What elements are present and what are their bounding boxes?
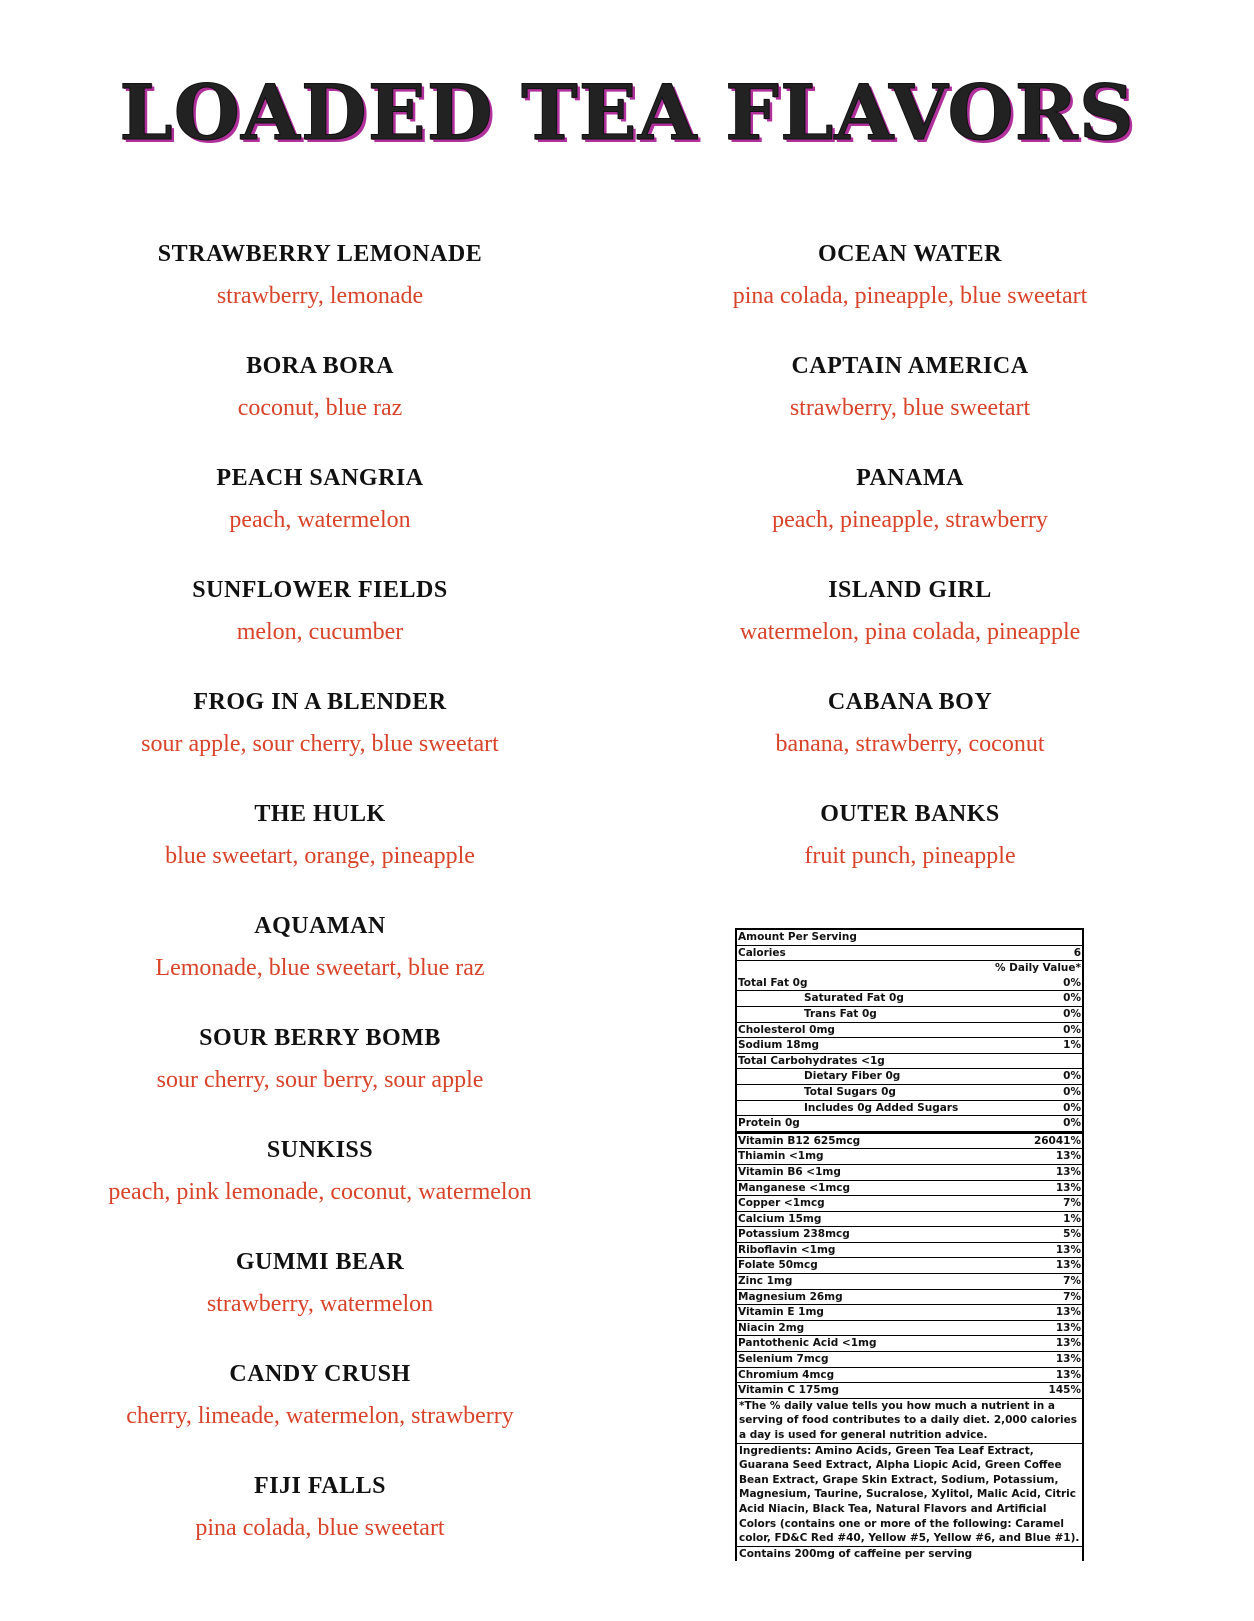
nutrient-value: 13% <box>1055 1353 1081 1366</box>
flavor-item <box>60 575 580 687</box>
nutrient-row <box>737 1290 1082 1306</box>
nutrient-row <box>737 1321 1082 1337</box>
flavor-item <box>60 1023 580 1135</box>
nutrient-row <box>737 1165 1082 1181</box>
left-flavor-column <box>60 239 580 1583</box>
calories-label: Calories <box>738 946 786 959</box>
nutrient-value: 7% <box>1063 1290 1081 1303</box>
flavor-name: FIJI FALLS <box>254 1473 386 1499</box>
nutrient-label: Potassium 238mcg <box>738 1228 850 1241</box>
flavor-ingredients: sour apple, sour cherry, blue sweetart <box>141 731 499 757</box>
ingredients-text: Ingredients: Amino Acids, Green Tea Leaf Extract, Guarana Seed Extract, Alpha Liopic Acid, Green Coffee Bean Extract, Grape Skin Extract, Sodium, Potassium, Magnesium, Taurine, Sucralose, Xylitol, Malic Acid, Citric Acid Niacin, Black Tea, Natural Flavors and Artificial Colors (contains one or more of the following: Caramel color, FD&C Red #40, Yellow #5, Yellow #6, and Blue #1). <box>737 1444 1082 1547</box>
nutrient-label: Includes 0g Added Sugars <box>804 1101 959 1114</box>
nutrient-rows <box>737 976 1082 1134</box>
flavor-ingredients: strawberry, lemonade <box>216 283 424 309</box>
flavor-name: CABANA BOY <box>827 689 993 715</box>
flavor-ingredients: pina colada, pineapple, blue sweetart <box>732 283 1088 309</box>
flavor-name: STRAWBERRY LEMONADE <box>157 241 483 267</box>
nutrient-label: Manganese <1mcg <box>738 1181 851 1194</box>
nutrient-label: Selenium 7mcg <box>738 1353 829 1366</box>
nutrient-label: Total Sugars 0g <box>804 1085 896 1098</box>
flavor-item <box>60 1471 580 1583</box>
nutrient-value: 13% <box>1055 1181 1081 1194</box>
nutrient-row <box>737 1101 1082 1117</box>
nutrient-row <box>737 1258 1082 1274</box>
nutrient-value: 0% <box>1063 1023 1081 1036</box>
nutrient-value: 13% <box>1055 1243 1081 1256</box>
nutrient-row <box>737 1069 1082 1085</box>
flavor-name: PANAMA <box>856 465 964 491</box>
nutrient-row <box>737 1007 1082 1023</box>
nutrient-label: Cholesterol 0mg <box>738 1023 835 1036</box>
flavor-ingredients: watermelon, pina colada, pineapple <box>739 619 1081 645</box>
nutrient-value: 13% <box>1055 1165 1081 1178</box>
flavor-name: THE HULK <box>254 801 386 827</box>
nutrient-value: 1% <box>1063 1039 1081 1052</box>
flavor-ingredients: fruit punch, pineapple <box>804 843 1016 869</box>
nutrient-value: 1% <box>1063 1212 1081 1225</box>
caffeine-text: Contains 200mg of caffeine per serving <box>739 1547 973 1560</box>
nutrient-label: Thiamin <1mg <box>738 1150 824 1163</box>
nutrient-row <box>737 1181 1082 1197</box>
flavor-ingredients: banana, strawberry, coconut <box>775 731 1045 757</box>
nutrient-value: 0% <box>1063 976 1081 989</box>
flavor-item <box>60 911 580 1023</box>
flavor-ingredients: cherry, limeade, watermelon, strawberry <box>126 1403 514 1429</box>
flavor-name: CANDY CRUSH <box>229 1361 411 1387</box>
nutrient-row <box>737 1023 1082 1039</box>
nutrient-row <box>737 1196 1082 1212</box>
flavor-item <box>60 1359 580 1471</box>
nutrient-value: 13% <box>1055 1150 1081 1163</box>
nutrient-value: 7% <box>1063 1197 1081 1210</box>
flavor-item <box>60 239 580 351</box>
nutrient-label: Copper <1mcg <box>738 1197 825 1210</box>
nutrient-row <box>737 1243 1082 1259</box>
flavor-item <box>650 239 1170 351</box>
flavor-item <box>60 687 580 799</box>
nutrient-row <box>737 1368 1082 1384</box>
flavor-item <box>60 799 580 911</box>
flavor-item <box>60 1135 580 1247</box>
nutrient-label: Total Carbohydrates <1g <box>738 1054 885 1067</box>
flavor-item <box>60 463 580 575</box>
flavor-item <box>650 687 1170 799</box>
flavor-name: BORA BORA <box>246 353 394 379</box>
nutrient-label: Niacin 2mg <box>738 1321 805 1334</box>
nutrient-value: 13% <box>1055 1259 1081 1272</box>
flavor-item <box>650 799 1170 911</box>
flavor-ingredients: coconut, blue raz <box>237 395 403 421</box>
nutrient-value: 0% <box>1063 1101 1081 1114</box>
nutrient-label: Zinc 1mg <box>738 1275 793 1288</box>
nutrient-row <box>737 1149 1082 1165</box>
nutrient-value: 0% <box>1063 992 1081 1005</box>
flavor-ingredients: strawberry, watermelon <box>206 1291 434 1317</box>
nutrient-label: Vitamin C 175mg <box>738 1384 840 1397</box>
nutrient-value: 145% <box>1048 1384 1081 1397</box>
flavor-ingredients: blue sweetart, orange, pineapple <box>165 843 475 869</box>
nutrient-value: 13% <box>1055 1368 1081 1381</box>
nutrient-value: 0% <box>1063 1070 1081 1083</box>
flavor-ingredients: Lemonade, blue sweetart, blue raz <box>155 955 485 981</box>
nutrient-value: 5% <box>1063 1228 1081 1241</box>
flavor-name: AQUAMAN <box>254 913 386 939</box>
nutrient-value: 0% <box>1063 1007 1081 1020</box>
nutrition-facts-panel <box>735 928 1084 1561</box>
nutrient-row <box>737 1305 1082 1321</box>
nutrient-label: Chromium 4mcg <box>738 1368 835 1381</box>
footnote-text: *The % daily value tells you how much a nutrient in a serving of food contributes to a daily diet. 2,000 calories a day is used for general nutrition advice. <box>739 1399 1077 1441</box>
nutrient-row <box>737 1038 1082 1054</box>
flavor-name: SUNKISS <box>266 1137 374 1163</box>
flavor-name: ISLAND GIRL <box>828 577 992 603</box>
flavor-name: FROG IN A BLENDER <box>193 689 447 715</box>
nutrient-label: Vitamin B12 625mcg <box>738 1134 861 1147</box>
flavor-ingredients: pina colada, blue sweetart <box>195 1515 445 1541</box>
nutrient-value: 13% <box>1055 1337 1081 1350</box>
flavor-item <box>650 351 1170 463</box>
serving-label: Amount Per Serving <box>738 931 857 943</box>
nutrient-row <box>737 1054 1082 1070</box>
nutrient-label: Sodium 18mg <box>738 1039 820 1052</box>
daily-value-footnote <box>737 1399 1082 1444</box>
nutrient-value: 13% <box>1055 1306 1081 1319</box>
nutrient-row <box>737 1336 1082 1352</box>
daily-value-header: % Daily Value* <box>995 962 1081 975</box>
flavor-name: OUTER BANKS <box>820 801 1000 827</box>
nutrient-row <box>737 1116 1082 1134</box>
flavor-ingredients: melon, cucumber <box>236 619 404 645</box>
nutrient-label: Dietary Fiber 0g <box>804 1070 901 1083</box>
nutrient-value: 0% <box>1063 1117 1081 1130</box>
nutrient-value: 7% <box>1063 1275 1081 1288</box>
nutrient-label: Calcium 15mg <box>738 1212 822 1225</box>
flavor-name: SOUR BERRY BOMB <box>199 1025 441 1051</box>
daily-value-header-row <box>737 961 1082 976</box>
flavor-item <box>60 351 580 463</box>
nutrient-row <box>737 1352 1082 1368</box>
serving-row <box>737 930 1082 946</box>
calories-value: 6 <box>1073 946 1081 959</box>
flavor-ingredients: peach, pineapple, strawberry <box>772 507 1048 533</box>
flavor-item <box>60 1247 580 1359</box>
flavor-ingredients: peach, watermelon <box>229 507 411 533</box>
flavor-item <box>650 575 1170 687</box>
nutrient-row <box>737 1085 1082 1101</box>
calories-row <box>737 946 1082 962</box>
nutrient-row <box>737 1134 1082 1150</box>
nutrient-row <box>737 1274 1082 1290</box>
nutrient-value: 13% <box>1055 1321 1081 1334</box>
nutrient-label: Saturated Fat 0g <box>804 992 904 1005</box>
nutrient-label: Vitamin B6 <1mg <box>738 1165 841 1178</box>
nutrient-value: 26041% <box>1033 1134 1081 1147</box>
flavor-ingredients: peach, pink lemonade, coconut, watermelon <box>108 1179 532 1205</box>
nutrient-row <box>737 1212 1082 1228</box>
right-flavor-column <box>650 239 1170 911</box>
vitamin-rows <box>737 1134 1082 1399</box>
nutrient-label: Protein 0g <box>738 1117 800 1130</box>
flavor-name: CAPTAIN AMERICA <box>791 353 1029 379</box>
flavor-name: PEACH SANGRIA <box>216 465 424 491</box>
flavor-item <box>650 463 1170 575</box>
nutrient-label: Riboflavin <1mg <box>738 1243 836 1256</box>
nutrient-row <box>737 976 1082 992</box>
nutrient-label: Trans Fat 0g <box>804 1007 877 1020</box>
flavor-name: SUNFLOWER FIELDS <box>192 577 448 603</box>
nutrient-row <box>737 1383 1082 1399</box>
nutrient-value: 0% <box>1063 1085 1081 1098</box>
nutrient-row <box>737 1227 1082 1243</box>
nutrient-label: Folate 50mcg <box>738 1259 818 1272</box>
nutrient-row <box>737 991 1082 1007</box>
flavor-ingredients: sour cherry, sour berry, sour apple <box>156 1067 484 1093</box>
flavor-ingredients: strawberry, blue sweetart <box>789 395 1031 421</box>
page-title: LOADED TEA FLAVORS <box>119 68 1135 157</box>
nutrient-label: Vitamin E 1mg <box>738 1306 824 1319</box>
nutrient-label: Total Fat 0g <box>738 976 808 989</box>
nutrient-label: Pantothenic Acid <1mg <box>738 1337 877 1350</box>
flavor-name: OCEAN WATER <box>818 241 1002 267</box>
nutrient-label: Magnesium 26mg <box>738 1290 843 1303</box>
flavor-name: GUMMI BEAR <box>235 1249 405 1275</box>
